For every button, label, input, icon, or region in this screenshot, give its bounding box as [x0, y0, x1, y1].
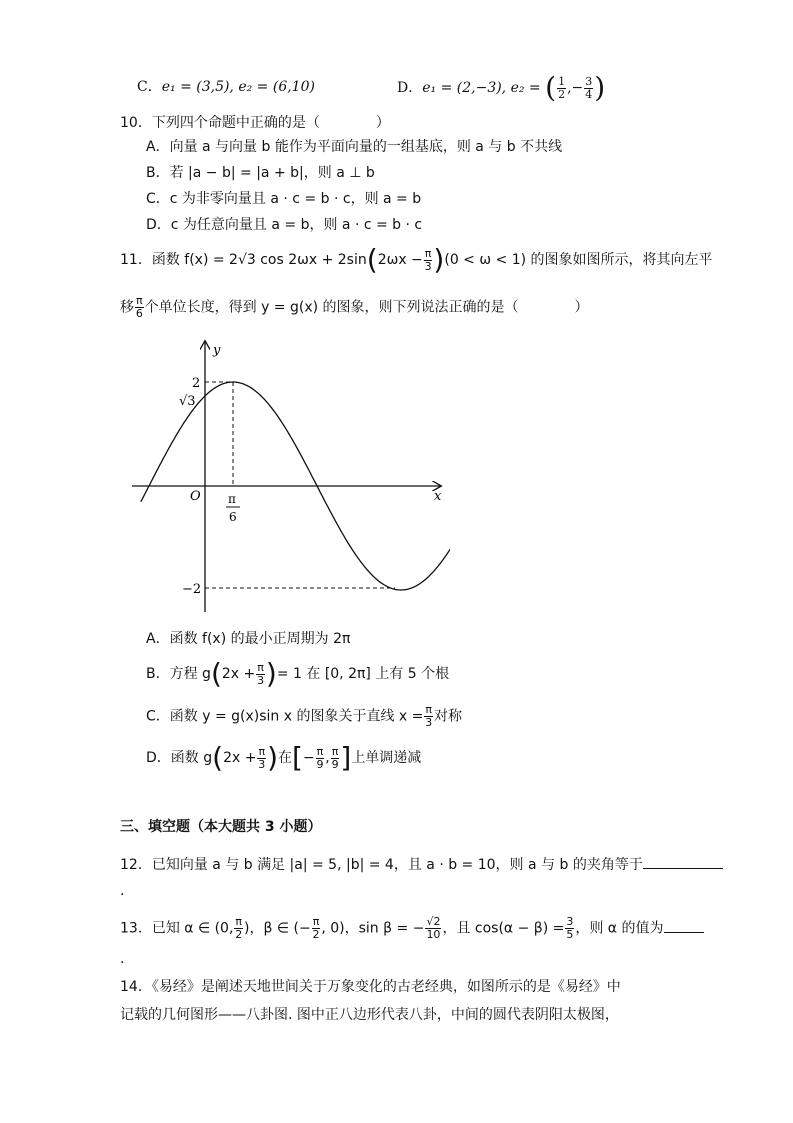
- q12-text: 12．已知向量 a 与 b 满足 |a| = 5, |b| = 4，且 a · b = 10，则 a 与 b 的夹角等于: [120, 856, 723, 874]
- q10-option-c: C．c 为非零向量且 a · c = b · c，则 a = b: [146, 191, 422, 207]
- q13-answer-blank: [664, 932, 704, 933]
- q11-function-graph: [120, 330, 450, 620]
- peak-x-den: 6: [229, 510, 237, 524]
- min-label: −2: [182, 582, 202, 597]
- sqrt3-label: √3: [179, 394, 196, 409]
- peak-x-num: π: [228, 492, 236, 506]
- q10-option-d: D．c 为任意向量且 a = b，则 a · c = b · c: [146, 217, 423, 233]
- q13-text: 13．已知 α ∈ (0, $\frac{\pi}{2}$ )，β ∈ (− $\frac{\pi}{2}$ , 0)，sin β = − $\frac{√2}{10}$ ，且 cos(α − β) = $\frac{3}{5}$ ，则 α 的值为: [120, 916, 704, 941]
- q11-option-c: C．函数 y = g(x)sin x 的图象关于直线 x = $\frac{\pi}{3}$ 对称: [146, 703, 463, 729]
- q14-line2: 记载的几何图形——八卦图. 图中正八边形代表八卦，中间的圆代表阴阳太极图，: [120, 1007, 619, 1023]
- q11-stem-line2: 移 $\frac{\pi}{6}$ 个单位长度，得到 y = g(x) 的图象，则下列说法正确的是（ ）: [120, 294, 589, 320]
- q10-stem: 10．下列四个命题中正确的是（ ）: [120, 115, 390, 131]
- q9-option-d: D．e₁ = (2,−3), e₂ = ( $\frac{1}{2}$ ,− $\frac{3}{4}$ ): [397, 71, 606, 104]
- q11-stem-line1: 11．函数 f(x) = 2√3 cos 2ωx + 2sin(2ωx − $\frac{\pi}{3}$ )(0 < ω < 1) 的图象如图所示，将其向左平: [120, 243, 713, 276]
- q9-option-c: C．e₁ = (3,5), e₂ = (6,10): [137, 79, 315, 95]
- q11-option-b: B．方程 g(2x + $\frac{\pi}{3}$ )= 1 在 [0, 2π] 上有 5 个根: [146, 657, 450, 690]
- q13-dot: .: [120, 951, 125, 967]
- y-axis-label: y: [213, 343, 221, 358]
- q12-answer-blank: [643, 868, 723, 869]
- q10-option-b: B．若 |a − b| = |a + b|，则 a ⊥ b: [146, 165, 375, 181]
- q14-line1: 14．《易经》是阐述天地世间关于万象变化的古老经典，如图所示的是《易经》中: [120, 979, 621, 995]
- section-3-title: 三、填空题（本大题共 3 小题）: [120, 819, 322, 835]
- origin-label: O: [190, 489, 201, 504]
- q11-option-d: D．函数 g(2x + $\frac{\pi}{3}$ )在[− $\frac{\pi}{9}$ , $\frac{\pi}{9}$ ]上单调递减: [146, 741, 422, 774]
- q10-option-a: A．向量 a 与向量 b 能作为平面向量的一组基底，则 a 与 b 不共线: [146, 139, 563, 155]
- q12-dot: .: [120, 883, 125, 899]
- q11-option-a: A．函数 f(x) 的最小正周期为 2π: [146, 631, 351, 647]
- x-axis-label: x: [434, 489, 442, 504]
- max-label: 2: [192, 376, 201, 391]
